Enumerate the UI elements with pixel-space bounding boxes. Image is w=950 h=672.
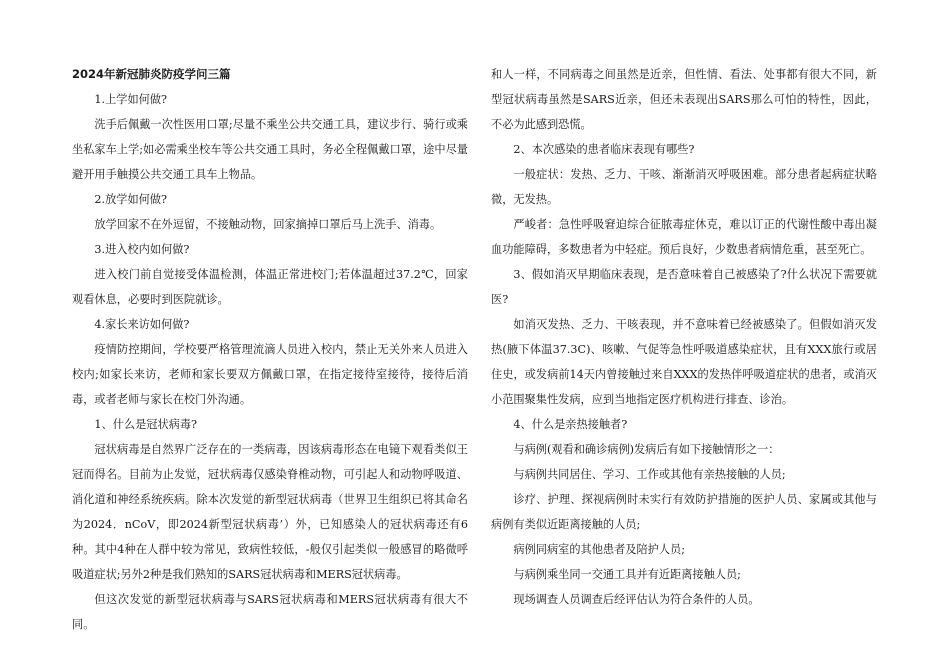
paragraph: 与病例(观看和确诊病例)发病后有如下接触情形之一： (513, 443, 780, 456)
paragraph: 但这次发觉的新型冠状病毒与SARS冠状病毒和MERS冠状病毒有很大不同。 (72, 593, 468, 631)
paragraph: 与病例乘坐同一交通工具并有近距离接触人员; (513, 568, 741, 581)
paragraph: 现场调查人员调查后经评估认为符合条件的人员。 (513, 593, 760, 606)
paragraph: 疫情防控期间，学校要严格管理流滴人员进入校内，禁止无关外来人员进入校内;如家长来访，老师和家长要双方佩戴口罩，在指定接待室接待，接待后消毒，或者老师与家长在校门外沟通。 (72, 343, 468, 406)
paragraph: 冠状病毒是自然界广泛存在的一类病毒，因该病毒形态在电镜下观看类似王冠而得名。目前为止发觉，冠状病毒仅感染脊椎动物，可引起人和动物呼吸道、消化道和神经系统疾病。除本次发觉的新型冠状病毒（世界卫生组织已将其命名为2024．nCoV，即2024新型冠状病毒’）外，已知感染人的冠状病毒还有6种。其中4种在人群中较为常见，致病性较低，-般仅引起类似一般感冒的略微呼吸道症状;另外2种是我们熟知的SARS冠状病毒和MERS冠状病毒。 (72, 443, 468, 581)
document-title: 2024年新冠肺炎防疫学问三篇 (72, 67, 231, 81)
paragraph: 3、假如消灭早期临床表现，是否意味着自己被感染了?什么状况下需要就医? (491, 268, 877, 306)
paragraph: 诊疗、护理、探视病例时未实行有效防护措施的医护人员、家属或其他与病例有类似近距离接触的人员; (491, 493, 877, 531)
paragraph: 1.上学如何做? (94, 93, 168, 106)
paragraph: 2、本次感染的患者临床表现有哪些? (513, 143, 695, 156)
paragraph: 如消灭发热、乏力、干咳表现，并不意味着已经被感染了。但假如消灭发热(腋下体温37.3C)、咳嗽、气促等急性呼吸道感染症状，且有XXX旅行或居住史，或发病前14天内曾接触过来自XXX的发热伴呼吸道症状的患者，或消灭小范围聚集性发病，应到当地指定医疗机构进行排查、诊治。 (491, 318, 877, 406)
paragraph: 4、什么是亲热接触者? (513, 418, 628, 431)
paragraph: 洗手后佩戴一次性医用口罩;尽量不乘坐公共交通工具，建议步行、骑行或乘坐私家车上学;如必需乘坐校车等公共交通工具时，务必全程佩戴口罩，途中尽量避开用手触摸公共交通工具车上物品。 (72, 118, 468, 181)
paragraph: 和人一样，不同病毒之间虽然是近亲，但性情、看法、处事都有很大不同，新型冠状病毒虽然是SARS近亲，但还未表现出SARS那么可怕的特性，因此，不必为此感到恐慌。 (491, 68, 877, 131)
paragraph: 4.家长来访如何做? (94, 318, 190, 331)
paragraph: 一般症状：发热、乏力、干咳、渐渐消灭呼吸困难。部分患者起病症状略微，无发热。 (491, 168, 877, 206)
paragraph: 严峻者：急性呼吸窘迫综合征脓毒症休克，难以订正的代谢性酸中毒出凝血功能障碍，多数患者为中轻症。预后良好，少数患者病情危重，甚至死亡。 (491, 218, 877, 256)
paragraph: 进入校门前自觉接受体温检测，体温正常进校门;若体温超过37.2℃，回家观看休息，必要时到医院就诊。 (72, 268, 468, 306)
paragraph: 与病例共同居住、学习、工作或其他有亲热接触的人员; (513, 468, 786, 481)
right-column (491, 62, 877, 612)
paragraph: 放学回家不在外逗留，不接触动物，回家摘掉口罩后马上洗手、消毒。 (94, 218, 442, 231)
left-column (72, 62, 468, 637)
paragraph: 2.放学如何做? (94, 193, 168, 206)
paragraph: 1、什么是冠状病毒? (94, 418, 198, 431)
paragraph: 病例同病室的其他患者及陪护人员; (513, 543, 685, 556)
paragraph: 3.进入校内如何做? (94, 243, 190, 256)
